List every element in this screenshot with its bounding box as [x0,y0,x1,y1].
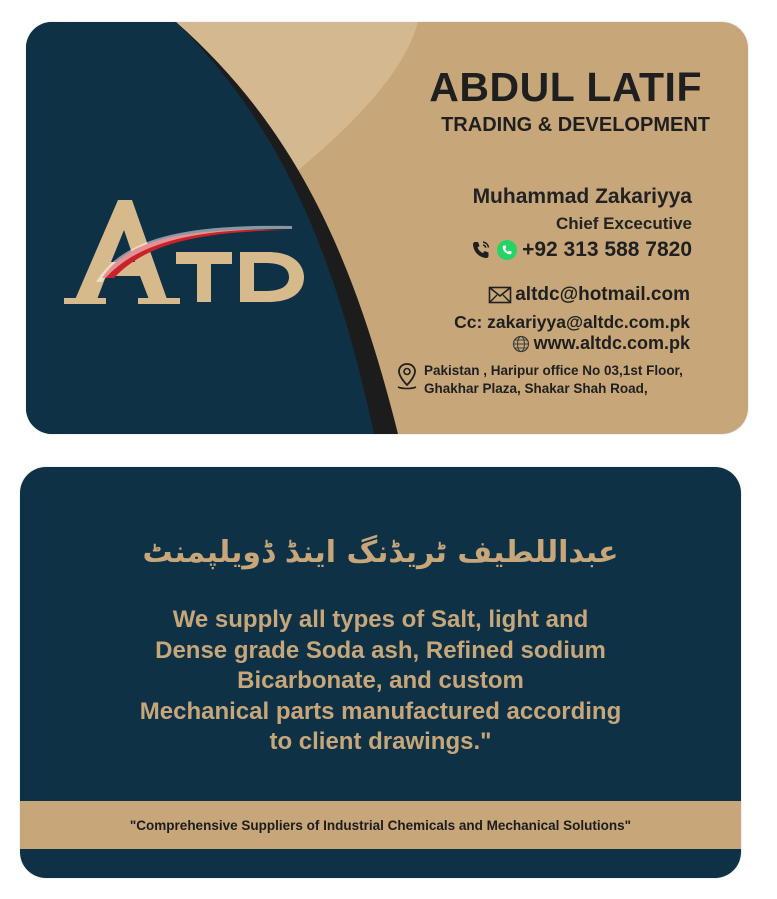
email-row [488,284,690,306]
phone-row [470,238,692,262]
cc-email[interactable]: Cc: zakariyya@altdc.com.pk [454,312,690,332]
globe-icon [512,335,530,353]
website-url[interactable]: www.altdc.com.pk [533,333,690,353]
company-name: ABDUL LATIF [429,64,702,110]
logo-letter-t [176,252,232,302]
address-block [396,362,683,398]
location-pin-icon [396,362,418,398]
description-line: Mechanical parts manufactured according [139,697,622,725]
services-description [20,605,741,758]
envelope-icon [488,286,512,304]
address-line-2: Ghakhar Plaza, Shakar Shah Road, [424,381,648,396]
whatsapp-icon [496,239,518,261]
person-name: Muhammad Zakariyya [472,185,692,208]
atd-logo [56,192,306,312]
address-line-1: Pakistan , Haripur office No 03,1st Floor, [424,363,683,378]
email-address[interactable]: altdc@hotmail.com [515,284,690,305]
description-line: Dense grade Soda ash, Refined sodium [155,636,606,664]
phone-number[interactable]: +92 313 588 7820 [522,238,692,261]
company-subtitle: TRADING & DEVELOPMENT [441,114,710,136]
business-card-back [20,467,741,878]
logo-letter-d [240,252,304,302]
urdu-company-name: عبداللطیف ٹریڈنگ اینڈ ڈویلپمنٹ [142,535,619,570]
description-line: Bicarbonate, and custom [237,667,524,694]
tagline: "Comprehensive Suppliers of Industrial Chemicals and Mechanical Solutions" [129,817,632,833]
website-row [512,333,690,354]
phone-icon [470,239,492,261]
description-line: We supply all types of Salt, light and [172,606,589,633]
tagline-band [20,801,741,849]
description-line: to client drawings." [269,728,492,755]
business-card-front [26,22,748,434]
person-title: Chief Excecutive [555,214,692,233]
logo-letter-a [74,200,168,302]
